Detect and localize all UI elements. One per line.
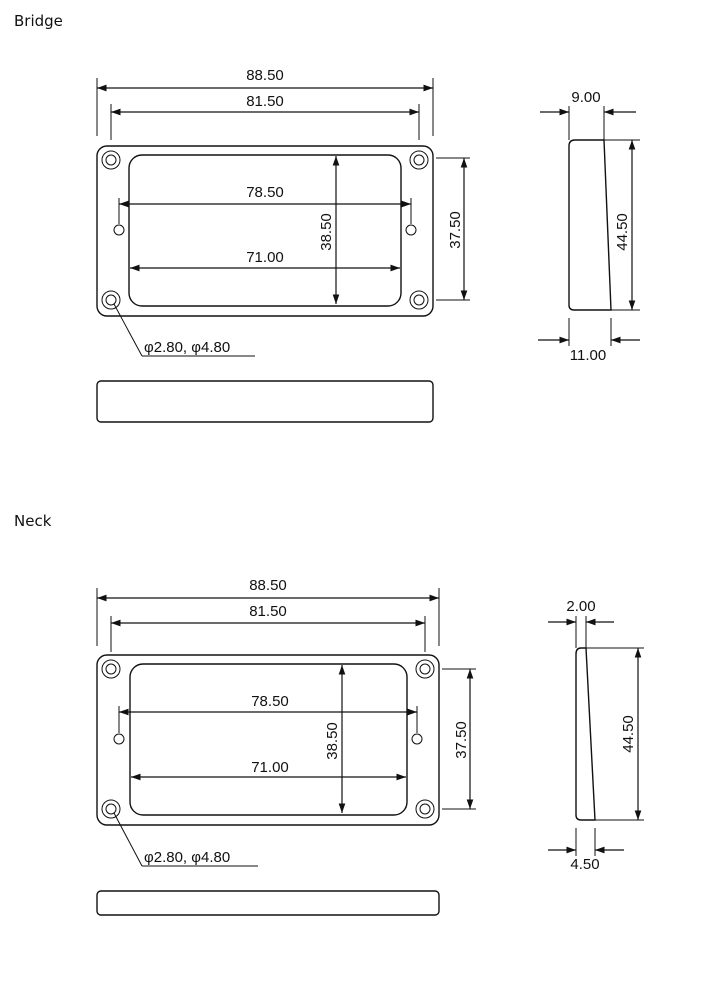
bridge-opening <box>129 155 401 306</box>
dim-side-top: 9.00 <box>571 89 601 106</box>
dim-outer-height: 37.50 <box>453 721 470 759</box>
bridge-frame-profile <box>97 381 433 422</box>
dim-opening-width: 71.00 <box>251 759 289 776</box>
dim-overall-width: 88.50 <box>246 67 284 84</box>
dim-opening-height: 38.50 <box>318 213 335 251</box>
bridge-side-view <box>538 89 640 364</box>
neck-side-wedge <box>576 648 595 820</box>
neck-frame-profile <box>97 891 439 915</box>
dim-mount-spacing: 78.50 <box>246 184 284 201</box>
bridge-section-title: Bridge <box>14 12 63 30</box>
dim-holes: φ2.80, φ4.80 <box>144 849 231 866</box>
dim-holes: φ2.80, φ4.80 <box>144 339 231 356</box>
dim-hole-spacing: 81.50 <box>246 93 284 110</box>
dim-outer-height: 37.50 <box>447 211 464 249</box>
dim-overall-width: 88.50 <box>249 577 287 594</box>
bridge-side-wedge <box>569 140 611 310</box>
dim-mount-spacing: 78.50 <box>251 693 289 710</box>
neck-opening <box>130 664 407 815</box>
bridge-front-view <box>97 67 470 422</box>
dim-hole-spacing: 81.50 <box>249 603 287 620</box>
dim-side-height: 44.50 <box>614 213 631 251</box>
dim-opening-width: 71.00 <box>246 249 284 266</box>
dim-side-top: 2.00 <box>566 598 596 615</box>
dim-side-bottom: 11.00 <box>569 347 607 364</box>
neck-side-view <box>548 598 644 873</box>
dim-side-height: 44.50 <box>620 715 637 753</box>
dim-side-bottom: 4.50 <box>570 856 600 873</box>
neck-section-title: Neck <box>14 512 52 530</box>
neck-front-view <box>97 577 476 915</box>
dim-opening-height: 38.50 <box>324 722 341 760</box>
